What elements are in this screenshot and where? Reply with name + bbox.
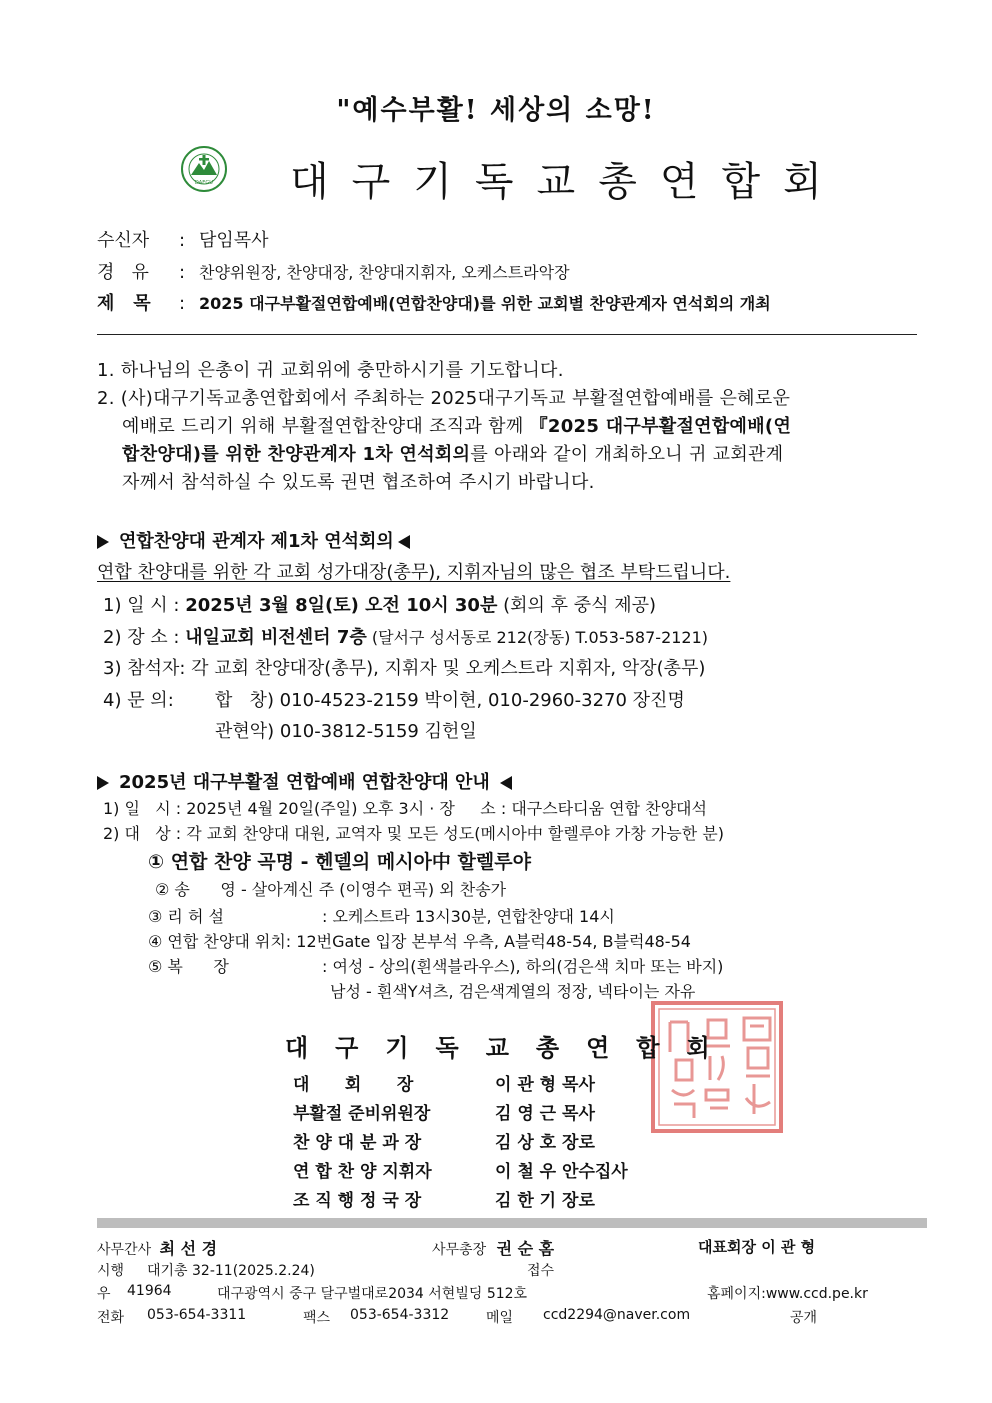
signature-org: 대구기독교총연합회 xyxy=(285,1034,737,1062)
clerk-label: 사무간사 xyxy=(97,1242,152,1258)
sig-role-3: 찬 양 대 분 과 장 xyxy=(293,1133,422,1153)
paragraph-2-line-1: 2. (사)대구기독교총연합회에서 주최하는 2025대구기독교 부활절연합예배를 은혜로운 xyxy=(97,388,791,409)
sig-name-1: 이 관 형 목사 xyxy=(495,1075,595,1095)
sig-name-2: 김 영 근 목사 xyxy=(495,1104,595,1124)
section-2-title: 2025년 대구부활절 연합예배 연합찬양대 안내 xyxy=(119,772,490,793)
subject-value: 2025 대구부활절연합예배(연합찬양대)를 위한 교회별 찬양관계자 연석회의 개최 xyxy=(199,294,771,313)
via-value: 찬양위원장, 찬양대장, 찬양대지휘자, 오케스트라악장 xyxy=(199,263,570,282)
p2-text-2: 를 아래와 같이 개최하오니 귀 교회관계 xyxy=(470,444,784,465)
meeting-place-row xyxy=(103,623,708,649)
dress-men: 남성 - 흰색Y셔츠, 검은색계열의 정장, 넥타이는 자유 xyxy=(330,982,696,1001)
president-label: 대표회장 xyxy=(698,1238,756,1256)
recipient-value: 담임목사 xyxy=(199,230,269,251)
song-title: ① 연합 찬양 곡명 - 헨델의 메시아中 할렐루야 xyxy=(148,851,531,873)
via-label: 경 유 xyxy=(97,262,149,283)
inquiry-orchestra: 관현악) 010-3812-5159 김헌일 xyxy=(215,721,477,742)
receipt-label: 접수 xyxy=(527,1263,555,1279)
subject-row: 제 목 : 2025 대구부활절연합예배(연합찬양대)를 위한 교회별 찬양관계자 연석회의 개최 xyxy=(97,289,771,315)
email-link[interactable]: ccd2294@naver.com xyxy=(543,1307,691,1323)
sig-name-5: 김 한 기 장로 xyxy=(495,1191,595,1211)
svg-text:DAEGU: DAEGU xyxy=(195,180,213,186)
via-row: 경 유 : 찬양위원장, 찬양대장, 찬양대지휘자, 오케스트라악장 xyxy=(97,258,570,284)
postal-label: 우 xyxy=(97,1286,111,1302)
paragraph-2-line-2 xyxy=(122,412,791,438)
paragraph-2-line-4: 자께서 참석하실 수 있도록 권면 협조하여 주시기 바랍니다. xyxy=(122,472,595,493)
triangle-left-icon xyxy=(398,535,410,549)
footer-divider xyxy=(97,1218,927,1228)
official-seal-icon xyxy=(650,1000,784,1134)
address: 대구광역시 중구 달구벌대로2034 서현빌딩 512호 xyxy=(217,1286,528,1302)
p2-emphasis: 『2025 대구부활절연합예배(연 xyxy=(529,416,792,437)
meeting-date-row xyxy=(103,591,656,617)
secgen-label: 사무총장 xyxy=(432,1242,487,1258)
sig-role-5: 조 직 행 정 국 장 xyxy=(293,1191,422,1211)
doc-label: 시행 xyxy=(97,1263,125,1279)
sig-role-1: 대 회 장 xyxy=(293,1075,414,1095)
homepage-link[interactable]: 홈페이지:www.ccd.pe.kr xyxy=(707,1286,868,1302)
subject-label: 제 목 xyxy=(97,293,151,314)
triangle-right-icon xyxy=(97,535,109,549)
clerk-row xyxy=(97,1236,217,1259)
meeting-date: 2025년 3월 8일(토) 오전 10시 30분 xyxy=(185,595,498,616)
clerk-name: 최 선 경 xyxy=(159,1239,218,1258)
dress-women: : 여성 - 상의(흰색블라우스), 하의(검은색 치마 또는 바지) xyxy=(322,957,724,976)
doxology: ② 송 영 - 살아계신 주 (이영수 편곡) 외 찬송가 xyxy=(155,880,507,899)
fax-label: 팩스 xyxy=(303,1310,331,1326)
section-1-title: 연합찬양대 관계자 제1차 연석회의 xyxy=(119,531,394,552)
email-label: 메일 xyxy=(486,1310,514,1326)
date-label: 1) 일 시 : xyxy=(103,595,186,616)
date-note: (회의 후 중식 제공) xyxy=(497,595,656,616)
choir-location: ④ 연합 찬양대 위치: 12번Gate 입장 본부석 우측, A블럭48-54, B블럭48-54 xyxy=(148,932,691,951)
org-title: 대구기독교총연합회 xyxy=(290,159,845,205)
doc-number: 대기총 32-11(2025.2.24) xyxy=(147,1263,315,1279)
tel-number: 053-654-3311 xyxy=(147,1307,247,1323)
meeting-place: 내일교회 비전센터 7층 xyxy=(185,627,367,648)
place-label: 2) 장 소 : xyxy=(103,627,186,648)
place-note: (달서구 성서동로 212(장동) T.053-587-2121) xyxy=(366,628,709,647)
recipient-label: 수신자 xyxy=(97,230,150,251)
header-divider xyxy=(97,334,917,335)
sig-name-4: 이 철 우 안수집사 xyxy=(495,1162,628,1182)
daegu-council-logo-icon xyxy=(181,146,227,192)
slogan: "예수부활! 세상의 소망! xyxy=(336,95,656,126)
triangle-right-icon xyxy=(97,776,109,790)
sig-role-4: 연 합 찬 양 지휘자 xyxy=(293,1162,432,1182)
p2-emphasis-2: 합찬양대)를 위한 찬양관계자 1차 연석회의 xyxy=(122,444,471,465)
paragraph-2-line-3 xyxy=(122,440,783,466)
fax-number: 053-654-3312 xyxy=(350,1307,450,1323)
section-2-heading xyxy=(97,768,512,794)
dress-label: ⑤ 복 장 xyxy=(148,957,229,976)
president-name: 이 관 형 xyxy=(761,1238,816,1256)
disclosure-status: 공개 xyxy=(790,1310,818,1326)
service-target: 2) 대 상 : 각 교회 찬양대 대원, 교역자 및 모든 성도(메시아中 할렐루야 가창 가능한 분) xyxy=(103,824,724,843)
president-row xyxy=(698,1236,815,1257)
rehearsal-value: : 오케스트라 13시30분, 연합찬양대 14시 xyxy=(322,907,615,926)
attendees-row: 3) 참석자: 각 교회 찬양대장(총무), 지휘자 및 오케스트라 지휘자, 악장(총무) xyxy=(103,658,706,679)
service-time-place: 1) 일 시 : 2025년 4월 20일(주일) 오후 3시 · 장 소 : 대구스타디움 연합 찬양대석 xyxy=(103,799,707,818)
section-1-heading xyxy=(97,527,410,553)
sig-role-2: 부활절 준비위원장 xyxy=(293,1104,431,1124)
paragraph-1: 1. 하나님의 은총이 귀 교회위에 충만하시기를 기도합니다. xyxy=(97,360,564,381)
postal-code: 41964 xyxy=(127,1283,172,1299)
inquiry-label: 4) 문 의: xyxy=(103,690,174,711)
inquiry-choir: 합 창) 010-4523-2159 박이현, 010-2960-3270 장진명 xyxy=(215,690,685,711)
sig-name-3: 김 상 호 장로 xyxy=(495,1133,595,1153)
triangle-left-icon xyxy=(500,776,512,790)
secgen-row xyxy=(432,1236,554,1259)
rehearsal-label: ③ 리 허 설 xyxy=(148,907,224,926)
p2-text: 예배로 드리기 위해 부활절연합찬양대 조직과 함께 xyxy=(122,416,530,437)
recipient-row: 수신자 : 담임목사 xyxy=(97,226,269,252)
section-1-notice: 연합 찬양대를 위한 각 교회 성가대장(총무), 지휘자님의 많은 협조 부탁드립니다. xyxy=(97,562,731,583)
tel-label: 전화 xyxy=(97,1310,125,1326)
secgen-name: 권 순 홈 xyxy=(496,1239,555,1258)
